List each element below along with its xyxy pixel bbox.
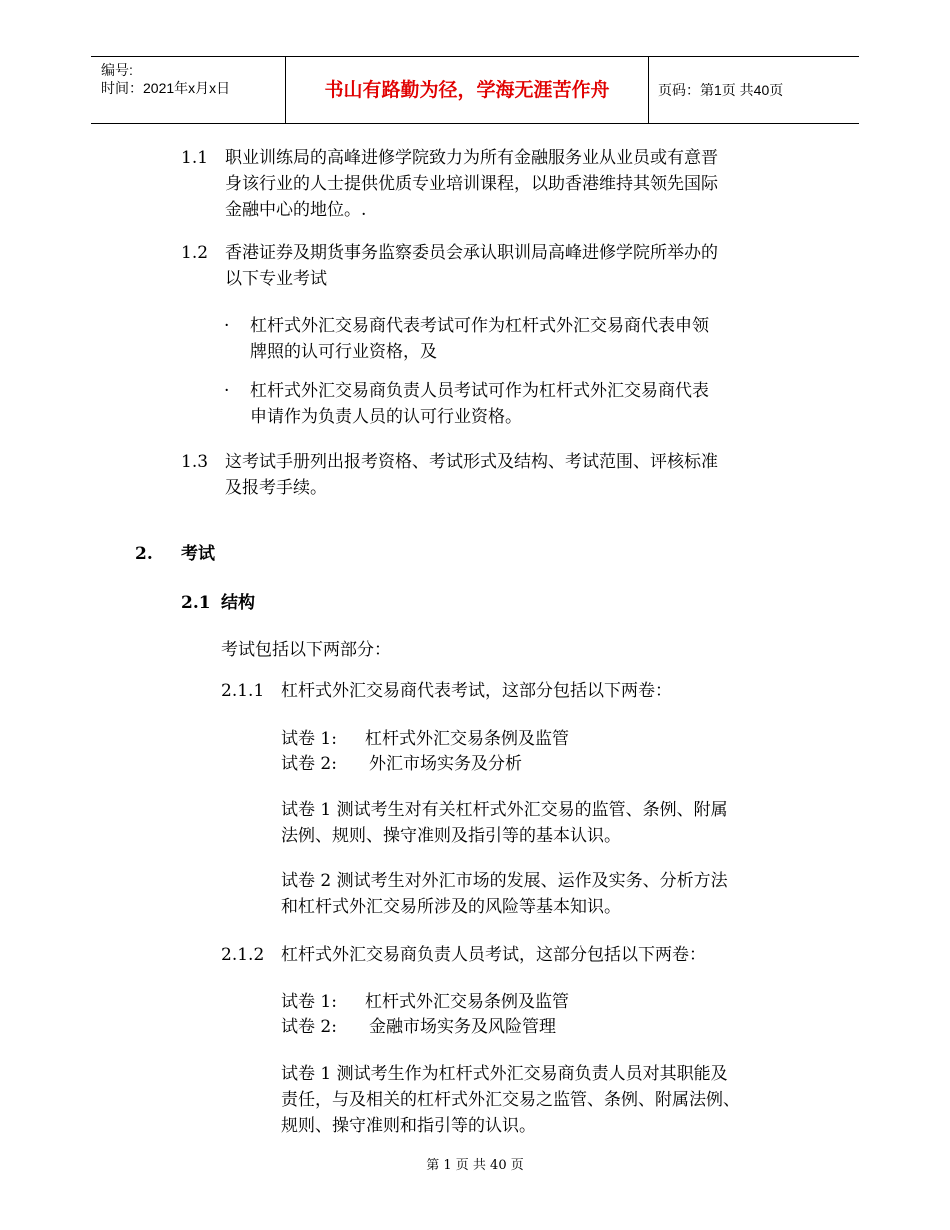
heading-title: 考试	[181, 544, 215, 564]
header-meta-cell	[91, 57, 285, 123]
paper-name: 金融市场实务及风险管理	[369, 1017, 556, 1037]
section-number: 1.2	[181, 243, 209, 263]
paragraph-line: 试卷 1 测试考生对有关杠杆式外汇交易的监管、条例、附属	[281, 800, 728, 820]
page-footer: 第 1 页 共 40 页	[426, 1158, 524, 1173]
header-page-cell	[648, 57, 859, 123]
page-header	[91, 56, 859, 124]
bullet-marker: ·	[224, 316, 230, 336]
paper-label: 试卷 2:	[281, 754, 337, 774]
bullet-marker: ·	[224, 381, 230, 401]
section-number: 1.3	[181, 452, 209, 472]
paragraph-line: 规则、操守准则和指引等的认识。	[281, 1116, 536, 1136]
section-number: 2.1.1	[221, 681, 265, 701]
section-number: 2.1.2	[221, 945, 265, 965]
document-time-label: 时间：2021年x月x日	[101, 80, 231, 96]
bullet-line: 牌照的认可行业资格，及	[250, 342, 437, 362]
paragraph-line: 金融中心的地位。.	[225, 200, 367, 220]
paper-label: 试卷 2:	[281, 1017, 337, 1037]
paper-label: 试卷 1:	[281, 992, 337, 1012]
paragraph-line: 杠杆式外汇交易商负责人员考试，这部分包括以下两卷：	[281, 945, 706, 965]
paper-name: 杠杆式外汇交易条例及监管	[365, 729, 569, 749]
paragraph-line: 这考试手册列出报考资格、考试形式及结构、考试范围、评核标准	[225, 452, 718, 472]
paragraph-line: 身该行业的人士提供优质专业培训课程，以助香港维持其领先国际	[225, 174, 718, 194]
section-number: 1.1	[181, 148, 209, 168]
paragraph-line: 以下专业考试	[225, 269, 327, 289]
paragraph-line: 试卷 1 测试考生作为杠杆式外汇交易商负责人员对其职能及	[281, 1064, 728, 1084]
paragraph-line: 责任，与及相关的杠杆式外汇交易之监管、条例、附属法例、	[281, 1090, 740, 1110]
bullet-line: 杠杆式外汇交易商负责人员考试可作为杠杆式外汇交易商代表	[250, 381, 709, 401]
paragraph-line: 考试包括以下两部分：	[221, 640, 391, 660]
bullet-line: 申请作为负责人员的认可行业资格。	[250, 407, 522, 427]
paragraph-line: 杠杆式外汇交易商代表考试，这部分包括以下两卷：	[281, 681, 672, 701]
paper-label: 试卷 1:	[281, 729, 337, 749]
paragraph-line: 法例、规则、操守准则及指引等的基本认识。	[281, 826, 621, 846]
paper-name: 杠杆式外汇交易条例及监管	[365, 992, 569, 1012]
paragraph-line: 职业训练局的高峰进修学院致力为所有金融服务业从业员或有意晋	[225, 148, 718, 168]
heading-title: 结构	[221, 593, 255, 613]
paper-name: 外汇市场实务及分析	[369, 754, 522, 774]
paragraph-line: 试卷 2 测试考生对外汇市场的发展、运作及实务、分析方法	[281, 871, 728, 891]
header-page-info: 页码：第1页 共40页	[658, 82, 784, 98]
bullet-line: 杠杆式外汇交易商代表考试可作为杠杆式外汇交易商代表申领	[250, 316, 709, 336]
header-motto: 书山有路勤为径，学海无涯苦作舟	[324, 79, 610, 101]
paragraph-line: 和杠杆式外汇交易所涉及的风险等基本知识。	[281, 897, 621, 917]
heading-number: 2.	[135, 544, 153, 564]
header-motto-cell	[285, 57, 649, 123]
heading-number: 2.1	[181, 593, 211, 613]
paragraph-line: 及报考手续。	[225, 478, 327, 498]
paragraph-line: 香港证券及期货事务监察委员会承认职训局高峰进修学院所举办的	[225, 243, 718, 263]
document-number-label: 编号:	[101, 62, 133, 78]
